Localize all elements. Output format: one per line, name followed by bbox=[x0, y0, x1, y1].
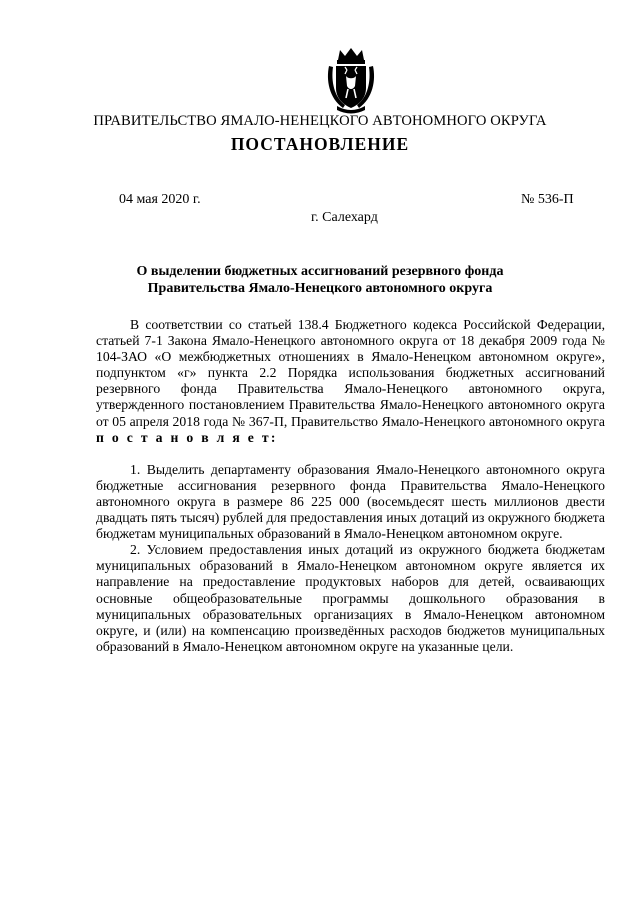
document-date: 04 мая 2020 г. bbox=[119, 192, 201, 207]
document-title-line-1: О выделении бюджетных ассигнований резервного фонда bbox=[136, 264, 504, 279]
list-item-1: 1. Выделить департаменту образования Ямало-Ненецкого автономного округа бюджетные ассигнования резервного фонда Правительства Ямало-Ненецкого автономного округа в размере 86 225 000 (восемьдесят шесть миллионов двести двадцать пять тысяч) рублей для предоставления иных дотаций из окружного бюджета бюджетам муниципальных образований в Ямало-Ненецком автономном округе. bbox=[96, 461, 605, 542]
preamble-paragraph bbox=[96, 317, 605, 430]
document-number: № 536-П bbox=[521, 192, 574, 207]
document-title-line-2: Правительства Ямало-Ненецкого автономного округа bbox=[147, 281, 493, 296]
document-title bbox=[0, 263, 640, 297]
coat-of-arms-emblem-icon bbox=[325, 46, 377, 114]
decree-word: п о с т а н о в л я е т: bbox=[96, 429, 278, 445]
document-type-heading: ПОСТАНОВЛЕНИЕ bbox=[230, 134, 410, 154]
document-body bbox=[96, 317, 605, 655]
list-item-2: 2. Условием предоставления иных дотаций из окружного бюджета бюджетам муниципальных образований в Ямало-Ненецком автономном округе является их направление на предоставление продуктовых наборов для детей, осваивающих основные общеобразовательные программы дошкольного образования в муниципальных образовательных организациях в Ямало-Ненецком автономном округе, и (или) на компенсацию произведённых расходов бюджетов муниципальных образований в Ямало-Ненецком автономном округе на указанные цели. bbox=[96, 542, 605, 654]
organization-name: ПРАВИТЕЛЬСТВО ЯМАЛО-НЕНЕЦКОГО АВТОНОМНОГО ОКРУГА bbox=[93, 113, 547, 129]
document-city: г. Салехард bbox=[311, 210, 378, 225]
preamble-text: В соответствии со статьей 138.4 Бюджетного кодекса Российской Федерации, статьей 7-1 Закона Ямало-Ненецкого автономного округа от 18 декабря 2009 года № 104-ЗАО «О межбюджетных отношениях в Ямало-Ненецком автономном округе», подпунктом «г» пункта 2.2 Порядка использования бюджетных ассигнований резервного фонда Правительства Ямало-Ненецкого автономного округа, утвержденного постановлением Правительства Ямало-Ненецкого автономного округа от 05 апреля 2018 года № 367-П, Правительство Ямало-Ненецкого автономного округа bbox=[96, 317, 605, 429]
